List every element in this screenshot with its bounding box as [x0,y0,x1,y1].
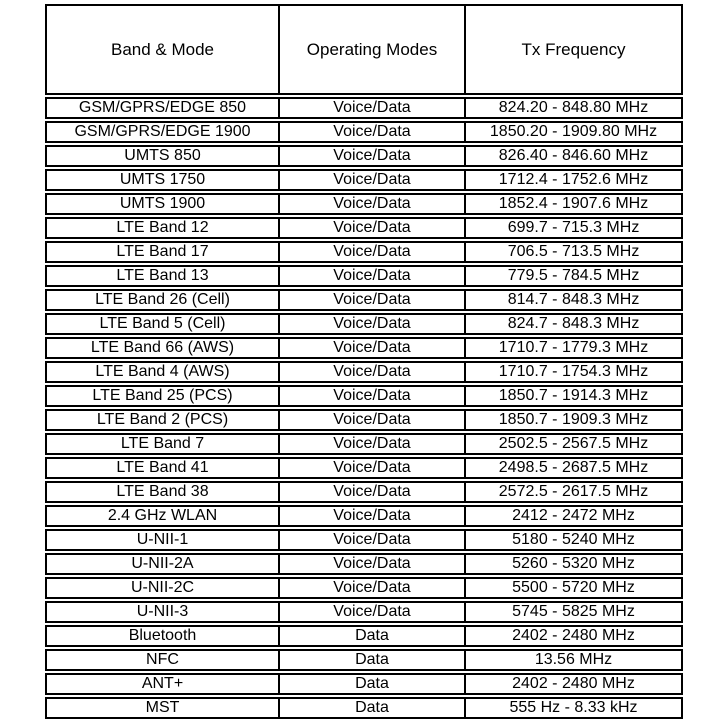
freq-cell: 2402 - 2480 MHz [512,675,635,692]
band-cell: LTE Band 17 [116,243,209,260]
freq-cell: 706.5 - 713.5 MHz [507,243,640,260]
freq-cell: 814.7 - 848.3 MHz [507,291,640,308]
freq-cell: 2502.5 - 2567.5 MHz [498,435,649,452]
freq-cell: 555 Hz - 8.33 kHz [509,699,638,716]
freq-cell: 5180 - 5240 MHz [512,531,635,548]
band-cell: LTE Band 12 [116,219,209,236]
mode-cell: Voice/Data [278,195,466,213]
mode-cell: Voice/Data [278,531,466,549]
band-cell: LTE Band 38 [116,483,209,500]
freq-cell: 1710.7 - 1754.3 MHz [498,363,649,380]
band-cell: 2.4 GHz WLAN [107,507,218,524]
mode-cell: Voice/Data [278,483,466,501]
tx-frequency-table [45,4,683,721]
table-row [45,361,683,383]
mode-cell: Voice/Data [278,435,466,453]
table-row [45,505,683,527]
table-row [45,697,683,719]
band-cell: LTE Band 26 (Cell) [95,291,230,308]
band-cell: MST [145,699,180,716]
freq-cell: 13.56 MHz [534,651,613,668]
table-row [45,433,683,455]
band-cell: U-NII-3 [136,603,189,620]
band-cell: GSM/GPRS/EDGE 850 [78,99,247,116]
mode-cell: Voice/Data [278,315,466,333]
freq-cell: 1852.4 - 1907.6 MHz [498,195,649,212]
band-cell: LTE Band 5 (Cell) [99,315,226,332]
band-cell: U-NII-1 [136,531,189,548]
mode-cell: Voice/Data [278,363,466,381]
column-header-tx-frequency: Tx Frequency [521,40,626,59]
band-cell: Bluetooth [128,627,197,644]
mode-cell: Voice/Data [278,291,466,309]
freq-cell: 2498.5 - 2687.5 MHz [498,459,649,476]
table-row [45,217,683,239]
table-row [45,289,683,311]
table-row [45,529,683,551]
table-header-row [45,4,683,95]
band-cell: UMTS 1750 [119,171,206,188]
table-row [45,649,683,671]
freq-cell: 2572.5 - 2617.5 MHz [498,483,649,500]
freq-cell: 5500 - 5720 MHz [512,579,635,596]
band-cell: ANT+ [141,675,184,692]
band-cell: U-NII-2C [130,579,195,596]
freq-cell: 699.7 - 715.3 MHz [507,219,640,236]
mode-cell: Data [278,627,466,645]
freq-cell: 824.7 - 848.3 MHz [507,315,640,332]
table-row [45,625,683,647]
band-cell: NFC [146,651,179,668]
band-cell: LTE Band 25 (PCS) [92,387,233,404]
mode-cell: Voice/Data [278,507,466,525]
band-cell: LTE Band 7 [120,435,205,452]
band-cell: LTE Band 66 (AWS) [90,339,235,356]
freq-cell: 1850.7 - 1909.3 MHz [498,411,649,428]
table-row [45,673,683,695]
table-row [45,409,683,431]
table-row [45,601,683,623]
band-cell: LTE Band 2 (PCS) [96,411,229,428]
freq-cell: 1850.20 - 1909.80 MHz [489,123,658,140]
mode-cell: Voice/Data [278,147,466,165]
band-cell: U-NII-2A [131,555,194,572]
table-row [45,193,683,215]
table-row [45,97,683,119]
table-row [45,265,683,287]
table-row [45,337,683,359]
mode-cell: Voice/Data [278,387,466,405]
band-cell: UMTS 850 [124,147,201,164]
mode-cell: Voice/Data [278,459,466,477]
table-row [45,241,683,263]
freq-cell: 1850.7 - 1914.3 MHz [498,387,649,404]
mode-cell: Voice/Data [278,411,466,429]
table-row [45,457,683,479]
table-row [45,577,683,599]
band-cell: GSM/GPRS/EDGE 1900 [74,123,251,140]
column-header-band-mode: Band & Mode [110,40,214,59]
mode-cell: Voice/Data [278,123,466,141]
column-header-operating-modes: Operating Modes [278,6,466,93]
mode-cell: Voice/Data [278,267,466,285]
mode-cell: Voice/Data [278,339,466,357]
mode-cell: Data [278,699,466,717]
table-row [45,169,683,191]
mode-cell: Voice/Data [278,243,466,261]
table-row [45,481,683,503]
freq-cell: 1710.7 - 1779.3 MHz [498,339,649,356]
mode-cell: Voice/Data [278,99,466,117]
table-row [45,121,683,143]
band-cell: LTE Band 13 [116,267,209,284]
band-cell: LTE Band 4 (AWS) [95,363,230,380]
mode-cell: Data [278,651,466,669]
freq-cell: 779.5 - 784.5 MHz [507,267,640,284]
mode-cell: Voice/Data [278,555,466,573]
band-cell: UMTS 1900 [119,195,206,212]
table-row [45,145,683,167]
table-row [45,385,683,407]
freq-cell: 826.40 - 846.60 MHz [498,147,649,164]
mode-cell: Voice/Data [278,579,466,597]
mode-cell: Data [278,675,466,693]
table-row [45,313,683,335]
freq-cell: 5745 - 5825 MHz [512,603,635,620]
freq-cell: 1712.4 - 1752.6 MHz [498,171,649,188]
band-cell: LTE Band 41 [116,459,209,476]
table-row [45,553,683,575]
table-body [45,97,683,719]
mode-cell: Voice/Data [278,603,466,621]
freq-cell: 2412 - 2472 MHz [512,507,635,524]
freq-cell: 2402 - 2480 MHz [512,627,635,644]
freq-cell: 824.20 - 848.80 MHz [498,99,649,116]
mode-cell: Voice/Data [278,219,466,237]
mode-cell: Voice/Data [278,171,466,189]
freq-cell: 5260 - 5320 MHz [512,555,635,572]
